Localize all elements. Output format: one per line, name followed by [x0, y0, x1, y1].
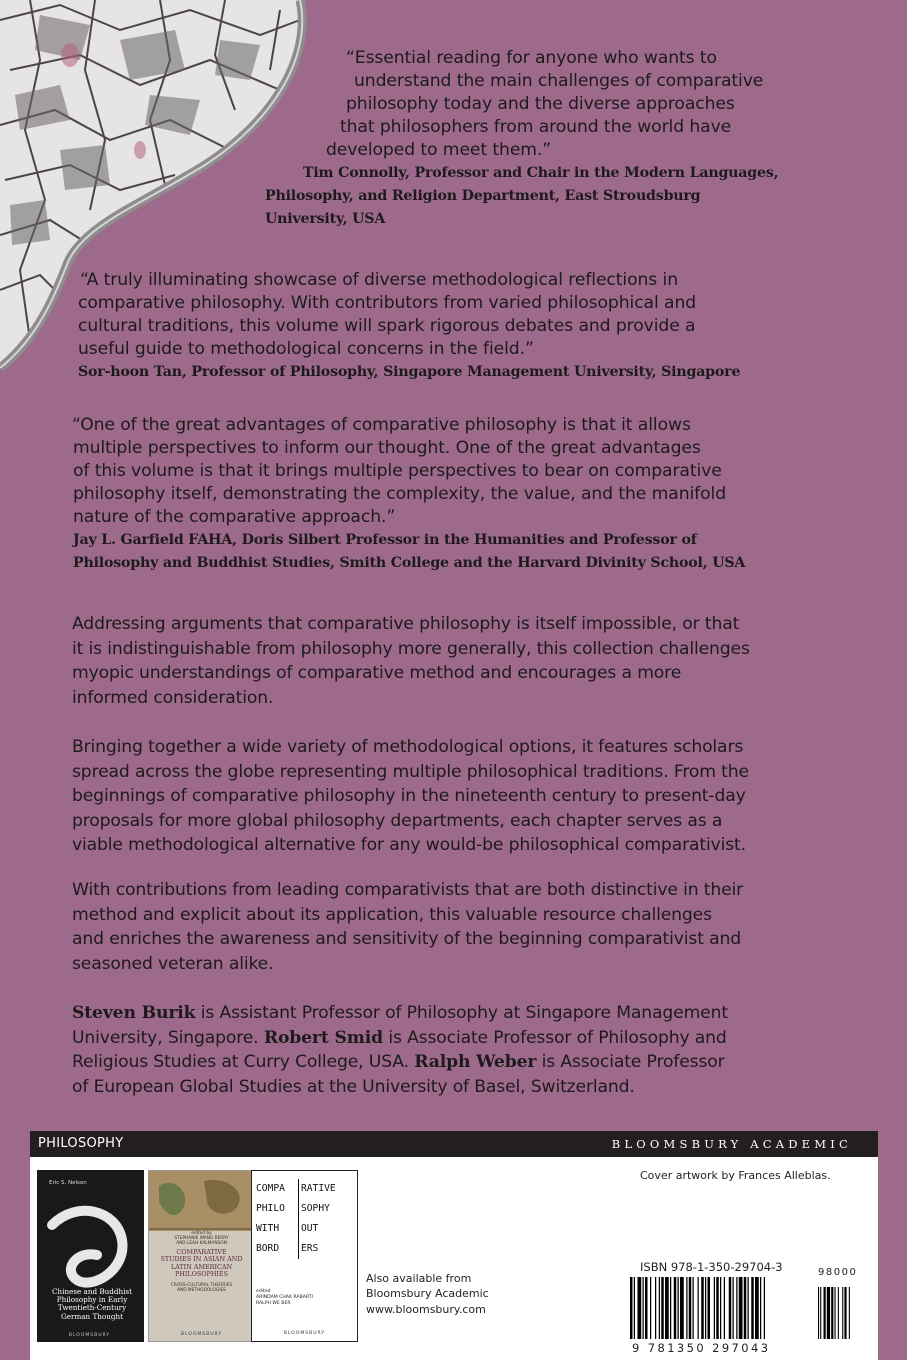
quote-line: of this volume is that it brings multiple perspectives to bear on comparative	[73, 461, 722, 481]
barcode-bar	[844, 1287, 846, 1339]
barcode-bar	[724, 1277, 725, 1339]
barcode-bar	[831, 1287, 833, 1339]
quote-line: that philosophers from around the world have	[340, 117, 732, 137]
barcode-bar	[638, 1277, 642, 1339]
book-imprint: BLOOMSBURY	[180, 1332, 223, 1337]
also-available-label: Also available from Bloomsbury Academic	[366, 1272, 489, 1300]
barcode-bar	[630, 1277, 633, 1339]
category-bar	[30, 1131, 878, 1157]
description-paragraph: Addressing arguments that comparative philosophy is itself impossible, or that it is indistinguishable from philosophy more generally, this collection challenges myopic understandings of comparative method and encourages a more informed consideration.	[72, 614, 750, 708]
barcode-bar	[827, 1287, 830, 1339]
related-book-cover	[148, 1170, 255, 1342]
book-editors: edited by STEPHANIE WANG BERRY AND LEAH KALMANSON	[174, 1231, 229, 1246]
cover-credit: Cover artwork by Frances Alleblas.	[640, 1169, 831, 1182]
quote-attribution: Jay L. Garfield FAHA, Doris Silbert Professor in the Humanities and Professor of	[73, 532, 697, 548]
barcode-bar	[842, 1287, 843, 1339]
quote-attribution: Tim Connolly, Professor and Chair in the Modern Languages,	[303, 165, 779, 181]
barcode-bar	[643, 1277, 644, 1339]
barcode-bar	[733, 1277, 734, 1339]
barcode-bar	[686, 1277, 687, 1339]
barcode-bar	[760, 1277, 761, 1339]
barcode-bar	[820, 1287, 821, 1339]
back-cover-footer	[30, 1157, 878, 1360]
barcode-bar	[739, 1277, 743, 1339]
barcode-bar	[670, 1277, 671, 1339]
barcode-bar	[661, 1277, 664, 1339]
book-editors: edited ARINDAM CHAK RABARTI RALPH WE BER	[256, 1289, 313, 1306]
barcode-bar	[655, 1277, 656, 1339]
barcode-bar	[764, 1277, 765, 1339]
barcode-bar	[665, 1277, 669, 1339]
barcode-bar	[650, 1277, 651, 1339]
barcode-bar	[698, 1277, 699, 1339]
website-link[interactable]: www.bloomsbury.com	[366, 1303, 486, 1316]
barcode-bar	[689, 1277, 692, 1339]
barcode-bar	[744, 1277, 747, 1339]
book-subtitle: CROSS-CULTURAL THEORIES AND METHODOLOGIES	[170, 1283, 233, 1294]
barcode-bar	[693, 1277, 694, 1339]
publisher-label: BLOOMSBURY ACADEMIC	[611, 1137, 852, 1151]
book-title: COMPARATIVE STUDIES IN ASIAN AND LATIN AMERICAN PHILOSOPHIES	[160, 1248, 243, 1279]
barcode-bar	[729, 1277, 732, 1339]
book-title: COMPA RATIVE PHILO SOPHY WITH OUT BORD ERS	[256, 1179, 355, 1259]
quote-garfield	[0, 414, 907, 575]
barcode-bar	[736, 1277, 737, 1339]
quote-attribution: University, USA	[265, 211, 386, 227]
quote-line: philosophy today and the diverse approaches	[346, 94, 735, 114]
related-book-cover	[37, 1170, 144, 1342]
book-imprint: BLOOMSBURY	[68, 1333, 111, 1338]
barcode-bar	[716, 1277, 719, 1339]
quote-connolly	[0, 47, 907, 231]
barcode-bar	[634, 1277, 635, 1339]
quote-tan	[0, 269, 907, 384]
barcode-digits: 9 781350 297043	[632, 1341, 771, 1355]
barcode-bar	[824, 1287, 826, 1339]
category-label: PHILOSOPHY	[38, 1136, 124, 1151]
map-illustration-icon	[149, 1171, 254, 1231]
book-imprint: BLOOMSBURY	[283, 1331, 326, 1336]
barcode-bar	[838, 1287, 839, 1339]
barcode-bar	[755, 1277, 759, 1339]
related-book-cover	[251, 1170, 358, 1342]
barcode-bar	[674, 1277, 677, 1339]
barcode-bar	[720, 1277, 721, 1339]
quote-line: philosophy itself, demonstrating the complexity, the value, and the manifold	[73, 484, 727, 504]
price-code: 98000	[818, 1267, 858, 1278]
quote-attribution: Philosophy, and Religion Department, East Stroudsburg	[265, 188, 701, 204]
description-paragraph: Bringing together a wide variety of methodological options, it features scholars spread across the globe representing multiple philosophical traditions. From the beginnings of comparative philosophy in the nineteenth century to present-day proposals for more global philosophy departments, each chapter serves as a viable methodological alternative for any would-be philosophical comparativist.	[72, 737, 749, 855]
quote-line: comparative philosophy. With contributors from varied philosophical and	[78, 293, 697, 313]
barcode-bar	[701, 1277, 704, 1339]
isbn-label: ISBN 978-1-350-29704-3	[640, 1260, 783, 1274]
quote-attribution: Philosophy and Buddhist Studies, Smith College and the Harvard Divinity School, USA	[73, 555, 746, 571]
quote-line: multiple perspectives to inform our thought. One of the great advantages	[73, 438, 701, 458]
barcode-bar	[751, 1277, 754, 1339]
barcode-bar	[680, 1277, 684, 1339]
author-name: Ralph Weber	[414, 1052, 537, 1072]
quote-attribution: Sor-hoon Tan, Professor of Philosophy, Singapore Management University, Singapore	[78, 364, 741, 380]
barcode-bar	[748, 1277, 749, 1339]
author-bios: Steven Burik is Assistant Professor of Philosophy at Singapore Management University, Singapore. Robert Smid is Associate Professor of Philosophy and Religious Studies at Curry College, USA. Ralph Weber is Associate Professor of European Global Studies at the University of Basel, Switzerland.	[72, 1003, 728, 1097]
author-name: Steven Burik	[72, 1003, 196, 1023]
barcode-bar	[835, 1287, 836, 1339]
barcode-bar	[678, 1277, 679, 1339]
author-name: Robert Smid	[263, 1027, 384, 1048]
quote-line: “One of the great advantages of comparative philosophy is that it allows	[72, 415, 691, 435]
book-title: Chinese and Buddhist Philosophy in Early Twentieth-Century German Thought	[52, 1287, 132, 1321]
quote-line: “Essential reading for anyone who wants to	[346, 48, 717, 68]
barcode	[630, 1277, 870, 1339]
barcode-bar	[818, 1287, 819, 1339]
description-paragraph: With contributions from leading comparativists that are both distinctive in their method and explicit about its application, this valuable resource challenges and enriches the awareness and sensitivity of the beginning comparativist and seasoned veteran alike.	[72, 880, 744, 974]
quote-line: understand the main challenges of comparative	[354, 71, 764, 91]
quote-line: “A truly illuminating showcase of diverse methodological reflections in	[80, 270, 678, 290]
quote-line: cultural traditions, this volume will spark rigorous debates and provide a	[78, 316, 696, 336]
book-author: Eric S. Nelson	[49, 1180, 87, 1186]
barcode-bar	[849, 1287, 850, 1339]
quote-line: useful guide to methodological concerns in the field.”	[78, 339, 534, 359]
barcode-bar	[645, 1277, 648, 1339]
barcode-bar	[708, 1277, 711, 1339]
quote-line: developed to meet them.”	[326, 140, 552, 160]
barcode-bar	[659, 1277, 660, 1339]
barcode-bar	[714, 1277, 715, 1339]
barcode-bar	[705, 1277, 706, 1339]
quote-line: nature of the comparative approach.”	[73, 507, 396, 527]
